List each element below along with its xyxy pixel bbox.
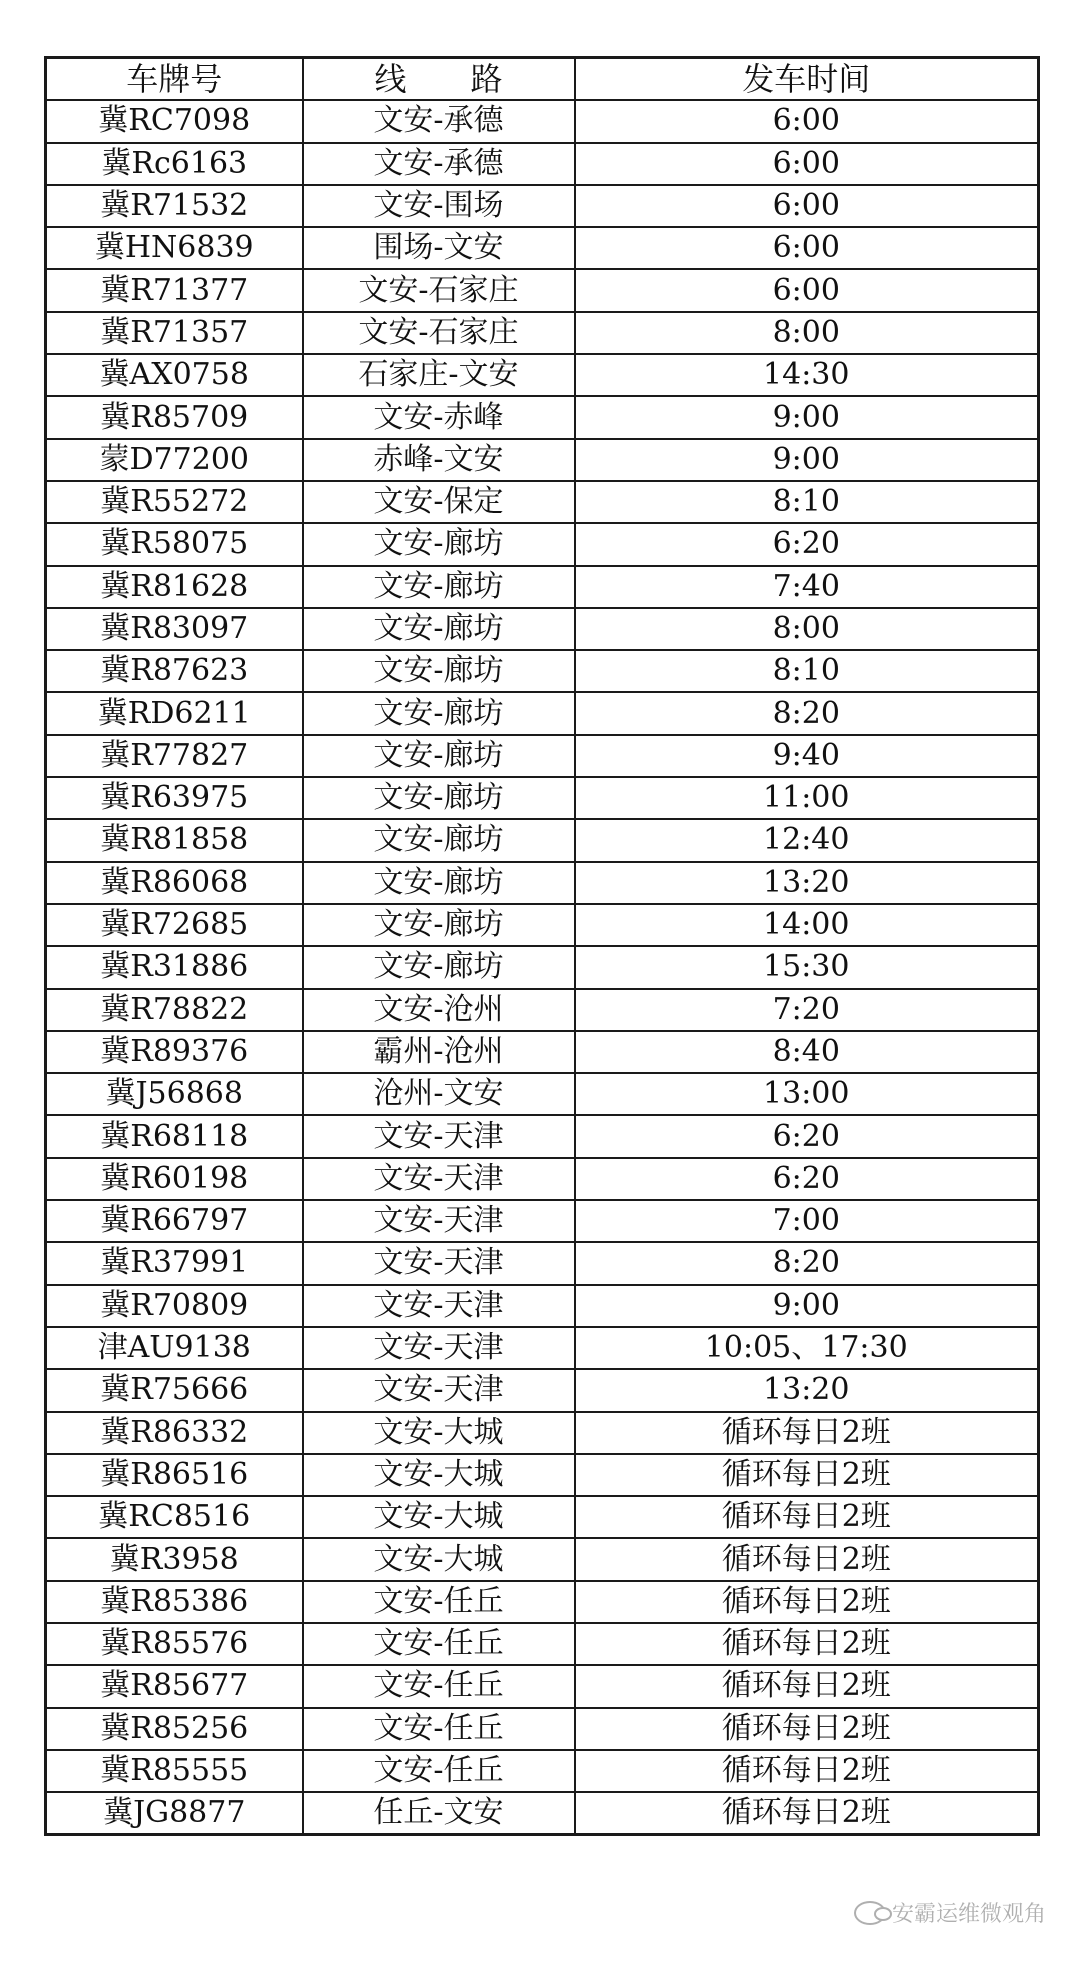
table-row xyxy=(46,1538,1039,1580)
plate-cell: 冀R83097 xyxy=(46,608,303,650)
plate-cell: 冀R85677 xyxy=(46,1665,303,1707)
time-cell: 8:40 xyxy=(575,1031,1039,1073)
plate-cell: 冀RD6211 xyxy=(46,692,303,734)
plate-cell: 冀R87623 xyxy=(46,650,303,692)
table-row xyxy=(46,439,1039,481)
header-departure-time: 发车时间 xyxy=(575,58,1039,101)
route-cell: 文安-廊坊 xyxy=(303,777,575,819)
table-row xyxy=(46,1115,1039,1157)
time-cell: 11:00 xyxy=(575,777,1039,819)
time-cell: 8:10 xyxy=(575,481,1039,523)
table-row xyxy=(46,777,1039,819)
table-row xyxy=(46,989,1039,1031)
time-cell: 6:20 xyxy=(575,523,1039,565)
time-cell: 6:00 xyxy=(575,100,1039,142)
plate-cell: 冀RC8516 xyxy=(46,1496,303,1538)
time-cell: 8:20 xyxy=(575,692,1039,734)
table-row xyxy=(46,1750,1039,1792)
plate-cell: 冀R85386 xyxy=(46,1581,303,1623)
plate-cell: 冀R78822 xyxy=(46,989,303,1031)
watermark-text: 安霸运维微观角 xyxy=(891,1902,1046,1927)
time-cell: 14:00 xyxy=(575,904,1039,946)
route-cell: 文安-廊坊 xyxy=(303,566,575,608)
time-cell: 10:05、17:30 xyxy=(575,1327,1039,1369)
time-cell: 15:30 xyxy=(575,946,1039,988)
time-cell: 循环每日2班 xyxy=(575,1665,1039,1707)
time-cell: 循环每日2班 xyxy=(575,1581,1039,1623)
time-cell: 9:00 xyxy=(575,1285,1039,1327)
time-cell: 7:20 xyxy=(575,989,1039,1031)
plate-cell: 冀R63975 xyxy=(46,777,303,819)
table-row xyxy=(46,1496,1039,1538)
plate-cell: 冀R55272 xyxy=(46,481,303,523)
route-cell: 文安-廊坊 xyxy=(303,735,575,777)
time-cell: 循环每日2班 xyxy=(575,1496,1039,1538)
table-row xyxy=(46,608,1039,650)
route-cell: 文安-天津 xyxy=(303,1327,575,1369)
time-cell: 循环每日2班 xyxy=(575,1792,1039,1835)
route-cell: 文安-任丘 xyxy=(303,1665,575,1707)
time-cell: 循环每日2班 xyxy=(575,1454,1039,1496)
table-row xyxy=(46,523,1039,565)
plate-cell: 津AU9138 xyxy=(46,1327,303,1369)
plate-cell: 冀R31886 xyxy=(46,946,303,988)
plate-cell: 冀R37991 xyxy=(46,1242,303,1284)
table-row xyxy=(46,735,1039,777)
table-row xyxy=(46,396,1039,438)
route-cell: 文安-廊坊 xyxy=(303,819,575,861)
bus-schedule-table xyxy=(44,56,1040,1836)
route-cell: 文安-大城 xyxy=(303,1454,575,1496)
time-cell: 循环每日2班 xyxy=(575,1538,1039,1580)
table-row xyxy=(46,819,1039,861)
plate-cell: 冀HN6839 xyxy=(46,227,303,269)
wechat-icon xyxy=(854,1901,886,1925)
time-cell: 循环每日2班 xyxy=(575,1750,1039,1792)
time-cell: 8:20 xyxy=(575,1242,1039,1284)
table-row xyxy=(46,100,1039,142)
time-cell: 7:40 xyxy=(575,566,1039,608)
route-cell: 文安-任丘 xyxy=(303,1581,575,1623)
time-cell: 9:00 xyxy=(575,396,1039,438)
header-row xyxy=(46,58,1039,101)
table-row xyxy=(46,185,1039,227)
time-cell: 13:20 xyxy=(575,1369,1039,1411)
plate-cell: 冀AX0758 xyxy=(46,354,303,396)
plate-cell: 冀Rc6163 xyxy=(46,143,303,185)
route-cell: 文安-廊坊 xyxy=(303,523,575,565)
plate-cell: 冀R85709 xyxy=(46,396,303,438)
route-cell: 文安-石家庄 xyxy=(303,312,575,354)
route-cell: 文安-任丘 xyxy=(303,1750,575,1792)
time-cell: 6:00 xyxy=(575,143,1039,185)
route-cell: 文安-任丘 xyxy=(303,1708,575,1750)
route-cell: 文安-保定 xyxy=(303,481,575,523)
time-cell: 9:40 xyxy=(575,735,1039,777)
table-row xyxy=(46,1708,1039,1750)
table-row xyxy=(46,1454,1039,1496)
header-plate: 车牌号 xyxy=(46,58,303,101)
time-cell: 6:00 xyxy=(575,227,1039,269)
time-cell: 12:40 xyxy=(575,819,1039,861)
route-cell: 文安-天津 xyxy=(303,1369,575,1411)
table-row xyxy=(46,946,1039,988)
route-cell: 文安-天津 xyxy=(303,1200,575,1242)
plate-cell: 冀R86516 xyxy=(46,1454,303,1496)
header-route: 线 路 xyxy=(303,58,575,101)
time-cell: 6:20 xyxy=(575,1158,1039,1200)
table-body xyxy=(46,100,1039,1835)
time-cell: 循环每日2班 xyxy=(575,1623,1039,1665)
route-cell: 文安-天津 xyxy=(303,1285,575,1327)
time-cell: 6:00 xyxy=(575,269,1039,311)
plate-cell: 冀R81858 xyxy=(46,819,303,861)
route-cell: 文安-围场 xyxy=(303,185,575,227)
plate-cell: 冀J56868 xyxy=(46,1073,303,1115)
route-cell: 文安-天津 xyxy=(303,1158,575,1200)
table-row xyxy=(46,1158,1039,1200)
route-cell: 文安-廊坊 xyxy=(303,946,575,988)
table-row xyxy=(46,481,1039,523)
route-cell: 围场-文安 xyxy=(303,227,575,269)
table-row xyxy=(46,1327,1039,1369)
table-row xyxy=(46,904,1039,946)
plate-cell: 冀R71357 xyxy=(46,312,303,354)
table-row xyxy=(46,1073,1039,1115)
time-cell: 循环每日2班 xyxy=(575,1708,1039,1750)
time-cell: 14:30 xyxy=(575,354,1039,396)
plate-cell: 冀JG8877 xyxy=(46,1792,303,1835)
route-cell: 文安-石家庄 xyxy=(303,269,575,311)
table-row xyxy=(46,227,1039,269)
table-row xyxy=(46,650,1039,692)
route-cell: 文安-天津 xyxy=(303,1115,575,1157)
time-cell: 8:00 xyxy=(575,608,1039,650)
plate-cell: 冀R66797 xyxy=(46,1200,303,1242)
table-row xyxy=(46,1623,1039,1665)
table-row xyxy=(46,692,1039,734)
route-cell: 霸州-沧州 xyxy=(303,1031,575,1073)
plate-cell: 冀R81628 xyxy=(46,566,303,608)
table-row xyxy=(46,1412,1039,1454)
plate-cell: 冀R68118 xyxy=(46,1115,303,1157)
time-cell: 6:00 xyxy=(575,185,1039,227)
plate-cell: 冀R86068 xyxy=(46,862,303,904)
plate-cell: 冀R86332 xyxy=(46,1412,303,1454)
time-cell: 13:20 xyxy=(575,862,1039,904)
plate-cell: 冀R70809 xyxy=(46,1285,303,1327)
route-cell: 文安-大城 xyxy=(303,1412,575,1454)
route-cell: 文安-廊坊 xyxy=(303,692,575,734)
time-cell: 13:00 xyxy=(575,1073,1039,1115)
time-cell: 8:10 xyxy=(575,650,1039,692)
table-row xyxy=(46,354,1039,396)
plate-cell: 蒙D77200 xyxy=(46,439,303,481)
time-cell: 8:00 xyxy=(575,312,1039,354)
plate-cell: 冀R72685 xyxy=(46,904,303,946)
route-cell: 文安-大城 xyxy=(303,1538,575,1580)
time-cell: 7:00 xyxy=(575,1200,1039,1242)
plate-cell: 冀R60198 xyxy=(46,1158,303,1200)
table-row xyxy=(46,1369,1039,1411)
route-cell: 文安-承德 xyxy=(303,143,575,185)
plate-cell: 冀R89376 xyxy=(46,1031,303,1073)
route-cell: 文安-沧州 xyxy=(303,989,575,1031)
table-row xyxy=(46,1242,1039,1284)
route-cell: 文安-廊坊 xyxy=(303,862,575,904)
plate-cell: 冀R71377 xyxy=(46,269,303,311)
time-cell: 循环每日2班 xyxy=(575,1412,1039,1454)
table-row xyxy=(46,1200,1039,1242)
table-row xyxy=(46,312,1039,354)
route-cell: 任丘-文安 xyxy=(303,1792,575,1835)
route-cell: 文安-廊坊 xyxy=(303,904,575,946)
route-cell: 沧州-文安 xyxy=(303,1073,575,1115)
table-row xyxy=(46,1665,1039,1707)
route-cell: 文安-廊坊 xyxy=(303,650,575,692)
route-cell: 赤峰-文安 xyxy=(303,439,575,481)
table-row xyxy=(46,1285,1039,1327)
watermark xyxy=(854,1897,1046,1928)
plate-cell: 冀R77827 xyxy=(46,735,303,777)
table-row xyxy=(46,862,1039,904)
plate-cell: 冀R3958 xyxy=(46,1538,303,1580)
table-row xyxy=(46,1031,1039,1073)
route-cell: 文安-赤峰 xyxy=(303,396,575,438)
table-row xyxy=(46,1581,1039,1623)
plate-cell: 冀R75666 xyxy=(46,1369,303,1411)
time-cell: 6:20 xyxy=(575,1115,1039,1157)
table-row xyxy=(46,269,1039,311)
plate-cell: 冀R85555 xyxy=(46,1750,303,1792)
route-cell: 文安-廊坊 xyxy=(303,608,575,650)
route-cell: 文安-天津 xyxy=(303,1242,575,1284)
route-cell: 文安-承德 xyxy=(303,100,575,142)
plate-cell: 冀R58075 xyxy=(46,523,303,565)
table-row xyxy=(46,143,1039,185)
plate-cell: 冀R85576 xyxy=(46,1623,303,1665)
table-row xyxy=(46,566,1039,608)
time-cell: 9:00 xyxy=(575,439,1039,481)
plate-cell: 冀R71532 xyxy=(46,185,303,227)
plate-cell: 冀RC7098 xyxy=(46,100,303,142)
route-cell: 石家庄-文安 xyxy=(303,354,575,396)
route-cell: 文安-大城 xyxy=(303,1496,575,1538)
plate-cell: 冀R85256 xyxy=(46,1708,303,1750)
route-cell: 文安-任丘 xyxy=(303,1623,575,1665)
table-row xyxy=(46,1792,1039,1835)
